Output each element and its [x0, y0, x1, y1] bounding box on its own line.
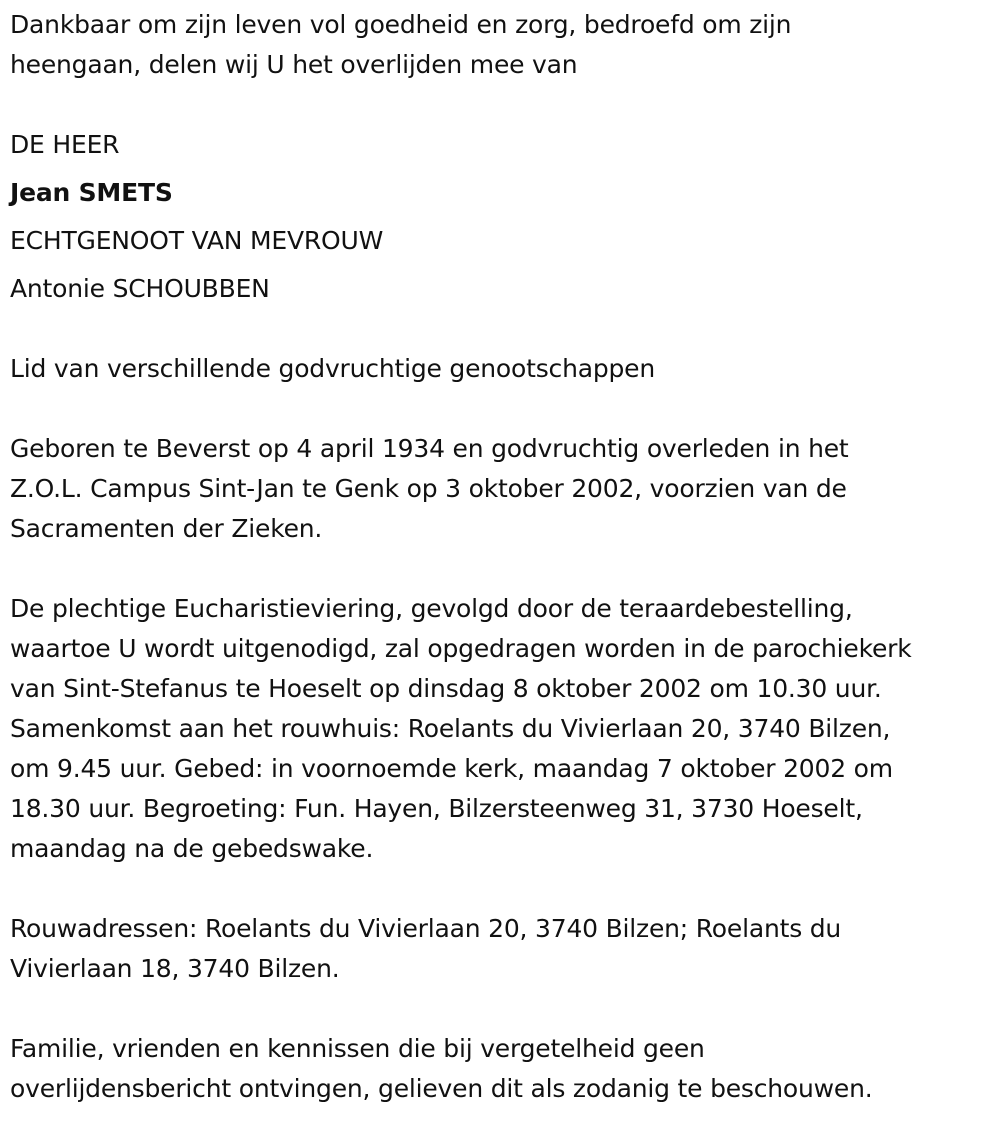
ceremony-line-2: waartoe U wordt uitgenodigd, zal opgedragen worden in de parochiekerk: [10, 634, 912, 663]
closing-line-1: Familie, vrienden en kennissen die bij vergetelheid geen: [10, 1034, 705, 1063]
honorific-title: DE HEER: [10, 130, 120, 159]
spouse-name: Antonie SCHOUBBEN: [10, 274, 270, 303]
birth-death-line-3: Sacramenten der Zieken.: [10, 514, 323, 543]
spouse-title: ECHTGENOOT VAN MEVROUW: [10, 226, 384, 255]
ceremony-line-3: van Sint-Stefanus te Hoeselt op dinsdag 8 oktober 2002 om 10.30 uur.: [10, 674, 882, 703]
addresses-line-2: Vivierlaan 18, 3740 Bilzen.: [10, 954, 340, 983]
birth-death-line-2: Z.O.L. Campus Sint-Jan te Genk op 3 oktober 2002, voorzien van de: [10, 474, 847, 503]
ceremony-line-6: 18.30 uur. Begroeting: Fun. Hayen, Bilzersteenweg 31, 3730 Hoeselt,: [10, 794, 863, 823]
ceremony-line-1: De plechtige Eucharistieviering, gevolgd door de teraardebestelling,: [10, 594, 853, 623]
ceremony-line-7: maandag na de gebedswake.: [10, 834, 374, 863]
closing-line-2: overlijdensbericht ontvingen, gelieven dit als zodanig te beschouwen.: [10, 1074, 873, 1103]
addresses-line-1: Rouwadressen: Roelants du Vivierlaan 20, 3740 Bilzen; Roelants du: [10, 914, 842, 943]
intro-line-1: Dankbaar om zijn leven vol goedheid en zorg, bedroefd om zijn: [10, 10, 792, 39]
deceased-name: Jean SMETS: [10, 178, 173, 207]
ceremony-line-4: Samenkomst aan het rouwhuis: Roelants du Vivierlaan 20, 3740 Bilzen,: [10, 714, 891, 743]
ceremony-line-5: om 9.45 uur. Gebed: in voornoemde kerk, maandag 7 oktober 2002 om: [10, 754, 893, 783]
intro-line-2: heengaan, delen wij U het overlijden mee van: [10, 50, 578, 79]
birth-death-line-1: Geboren te Beverst op 4 april 1934 en godvruchtig overleden in het: [10, 434, 849, 463]
membership-text: Lid van verschillende godvruchtige genootschappen: [10, 354, 655, 383]
